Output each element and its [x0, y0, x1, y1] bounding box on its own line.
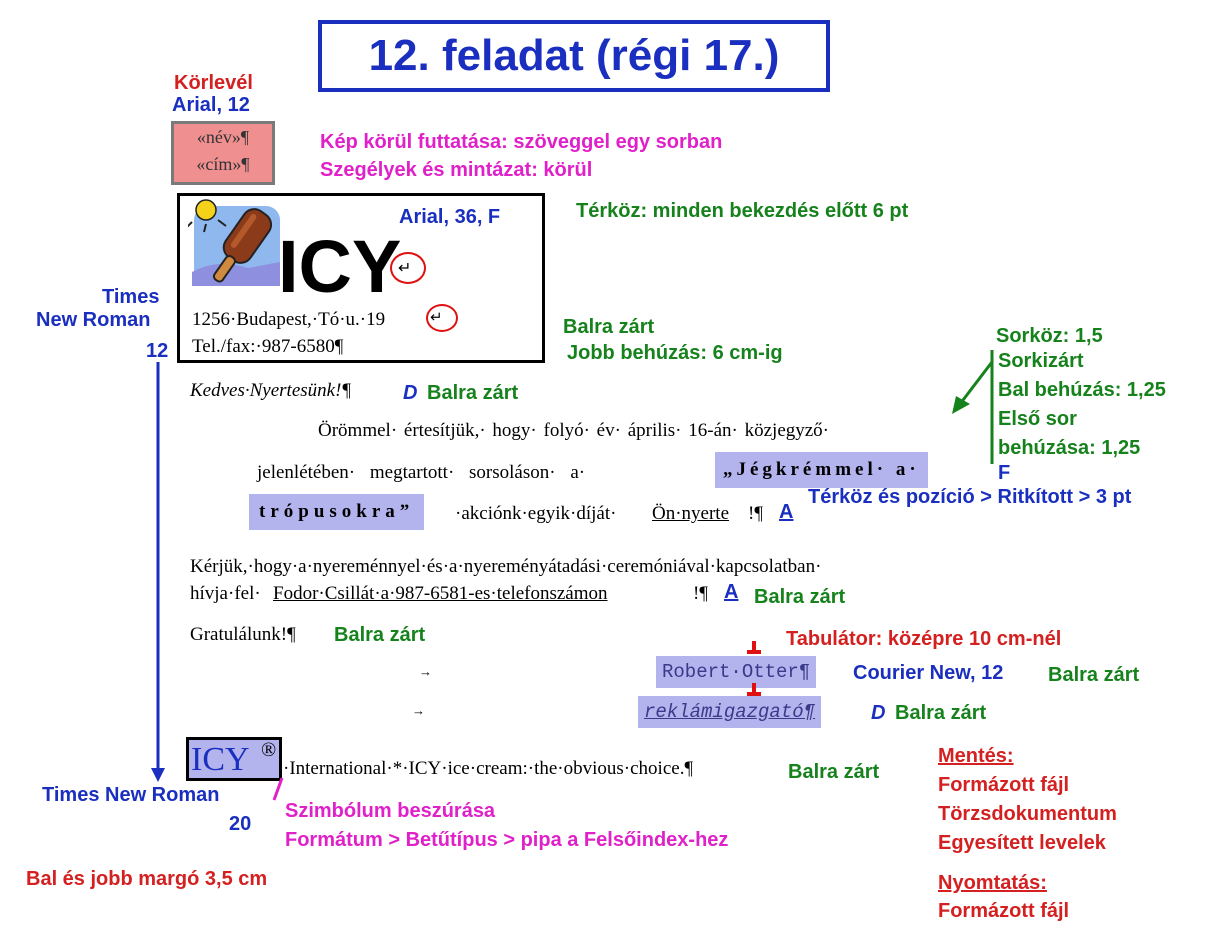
merge-field-address: «cím»¶ — [196, 154, 250, 174]
note-tnr-1: Times — [102, 286, 160, 308]
save-item-2: Törzsdokumentum — [938, 803, 1117, 825]
address-line: 1256·Budapest,·Tó·u.·19 — [192, 309, 386, 330]
save-item-1: Formázott fájl — [938, 774, 1070, 796]
note-char-spacing: Térköz és pozíció > Ritkított > 3 pt — [808, 486, 1132, 508]
para1-line3-post: ·akciónk·egyik·díját· — [455, 503, 617, 524]
note-spacing: Térköz: minden bekezdés előtt 6 pt — [576, 200, 909, 222]
greeting: Kedves·Nyertesünk!¶ — [190, 380, 352, 401]
note-greeting-d: D — [403, 382, 418, 404]
note-left-align-1: Balra zárt — [563, 316, 655, 338]
para1-end: !¶ — [748, 503, 763, 524]
merge-font-note: Arial, 12 — [172, 94, 250, 116]
para1-line2: jelenlétében· megtartott· sorsoláson· a· — [257, 462, 586, 483]
para1-underlined: Ön·nyerte — [652, 503, 730, 524]
page-title: 12. feladat (régi 17.) — [318, 20, 830, 92]
note-title-align: Balra zárt — [895, 702, 987, 724]
note-wrap: Kép körül futtatása: szöveggel egy sorban — [320, 131, 723, 153]
note-tnr-3: 12 — [146, 340, 169, 362]
tab-marker-stem — [752, 641, 756, 650]
ice-cream-logo-icon — [188, 198, 284, 294]
para2-line2-pre: hívja·fel· — [190, 583, 261, 604]
return-mark-2: ↵ — [430, 310, 443, 326]
print-item-1: Formázott fájl — [938, 900, 1070, 922]
tab-arrow-1: → — [419, 664, 432, 679]
note-greeting-align: Balra zárt — [427, 382, 519, 404]
note-a-letter-1: A — [779, 501, 794, 523]
note-tnr20-1: Times New Roman — [42, 784, 220, 806]
note-symbol-1: Szimbólum beszúrása — [285, 800, 496, 822]
merge-field-name: «név»¶ — [196, 127, 250, 147]
signer-title: reklámigazgató¶ — [638, 696, 821, 728]
para1-highlight-1: „Jégkrémmel· a· — [715, 452, 928, 488]
note-line-spacing: Sorköz: 1,5 — [996, 325, 1103, 347]
note-first-line-1: Első sor — [998, 408, 1077, 430]
para2-line1: Kérjük,·hogy·a·nyereménnyel·és·a·nyereményátadási·ceremóniával·kapcsolatban· — [190, 556, 822, 577]
note-right-indent: Jobb behúzás: 6 cm-ig — [567, 342, 783, 364]
note-border: Szegélyek és mintázat: körül — [320, 159, 593, 181]
note-justified: Sorkizárt — [998, 350, 1084, 372]
print-heading: Nyomtatás: — [938, 872, 1047, 894]
note-courier: Courier New, 12 — [853, 662, 1004, 684]
note-tab: Tabulátor: középre 10 cm-nél — [786, 628, 1062, 650]
footer-logo-text: ICY — [191, 741, 250, 778]
return-mark: ↵ — [398, 260, 412, 277]
arrow-down-icon — [148, 360, 168, 785]
note-tnr20-2: 20 — [229, 813, 252, 835]
note-arial36: Arial, 36, F — [399, 206, 501, 228]
registered-icon: ® — [261, 739, 277, 761]
footer-logo-box — [186, 737, 282, 781]
note-first-line-2: behúzása: 1,25 — [998, 437, 1141, 459]
para1-line1: Örömmel· értesítjük,· hogy· folyó· év· április· 16-án· közjegyző· — [318, 420, 830, 441]
logo-text: ICY — [278, 225, 402, 308]
footer-text: ·International·*·ICY·ice·cream:·the·obvious·choice.¶ — [283, 758, 694, 779]
magenta-pointer-icon — [270, 776, 286, 802]
para2-underlined: Fodor·Csillát·a·987-6581-es·telefonszámon — [273, 583, 608, 604]
save-item-3: Egyesített levelek — [938, 832, 1106, 854]
note-footer-align: Balra zárt — [788, 761, 880, 783]
signer-name: Robert·Otter¶ — [656, 656, 816, 688]
tab-arrow-2: → — [412, 703, 425, 718]
para1-highlight-2: trópusokra” — [249, 494, 424, 530]
merge-label: Körlevél — [174, 72, 253, 94]
letterhead-box — [177, 193, 545, 363]
note-a-letter-2: A — [724, 581, 739, 603]
note-margins: Bal és jobb margó 3,5 cm — [26, 868, 268, 890]
highlight-circle-2 — [426, 304, 458, 332]
note-para2-align: Balra zárt — [754, 586, 846, 608]
para2-end: !¶ — [693, 583, 708, 604]
note-tnr-2: New Roman — [36, 309, 151, 331]
save-heading: Mentés: — [938, 745, 1014, 767]
tab-marker-icon — [747, 650, 761, 654]
tab-marker-stem-2 — [752, 683, 756, 692]
note-title-d: D — [871, 702, 886, 724]
merge-fields-box — [171, 121, 275, 185]
note-name-align: Balra zárt — [1048, 664, 1140, 686]
congrats: Gratulálunk!¶ — [190, 624, 296, 645]
note-f-letter: F — [998, 462, 1011, 484]
note-left-indent: Bal behúzás: 1,25 — [998, 379, 1166, 401]
note-congrats-align: Balra zárt — [334, 624, 426, 646]
phone-line: Tel./fax:·987-6580¶ — [192, 336, 344, 357]
highlight-circle — [390, 252, 426, 284]
bracket-arrow-icon — [940, 340, 1000, 470]
note-symbol-2: Formátum > Betűtípus > pipa a Felsőindex-hez — [285, 829, 729, 851]
